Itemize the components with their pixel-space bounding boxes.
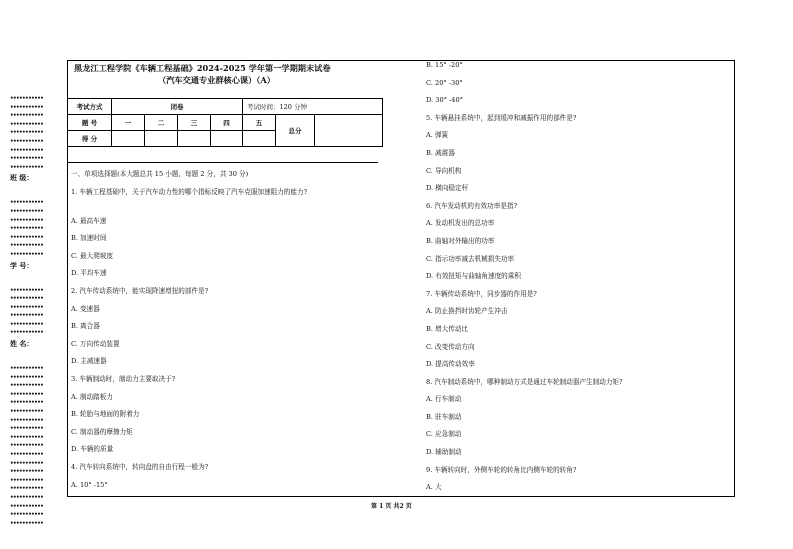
dotted-line: ••••••••••• xyxy=(10,137,44,145)
question-6-option-c: C. 指示功率减去机械损失功率 xyxy=(426,254,515,263)
question-9-stem: 9. 车辆转向时，外侧车轮的转角比内侧车轮的转角? xyxy=(426,465,577,474)
dotted-line: ••••••••••• xyxy=(10,250,44,258)
score-cell xyxy=(178,131,211,147)
dotted-line: ••••••••••• xyxy=(10,476,44,484)
student-id-label: 学 号： xyxy=(10,260,34,270)
score-table xyxy=(67,98,383,147)
question-1-stem: 1. 车辆工程基础中，关于汽车动力性的哪个指标反映了汽车克服加速阻力的能力? xyxy=(71,187,308,196)
dotted-line: ••••••••••• xyxy=(10,365,44,373)
section-heading: 一、单项选择题(本大题总共 15 小题，每题 2 分，共 30 分) xyxy=(71,170,249,178)
dots-group-name xyxy=(10,287,60,350)
question-7-stem: 7. 车辆传动系统中，同步器的作用是? xyxy=(426,289,537,298)
divider xyxy=(67,162,378,163)
section-col-2: 二 xyxy=(145,115,178,131)
dots-group-bottom xyxy=(10,365,60,528)
total-score-cell xyxy=(315,115,383,147)
question-5-option-d: D. 横向稳定杆 xyxy=(426,184,469,193)
dotted-line: ••••••••••• xyxy=(10,390,44,398)
section-col-1: 一 xyxy=(112,115,145,131)
dotted-line: ••••••••••• xyxy=(10,320,44,328)
question-8-option-c: C. 应急制动 xyxy=(426,430,462,439)
question-3-option-a: A. 制动踏板力 xyxy=(71,392,113,401)
question-number-row xyxy=(68,115,383,131)
question-2-stem: 2. 汽车传动系统中，能实现降速增扭的部件是? xyxy=(71,286,209,295)
question-1-option-a: A. 最高车速 xyxy=(71,216,107,225)
dotted-line: ••••••••••• xyxy=(10,485,44,493)
dotted-line: ••••••••••• xyxy=(10,459,44,467)
exam-subtitle: （汽车交通专业群核心课）（A） xyxy=(158,75,275,85)
dotted-line: ••••••••••• xyxy=(10,225,44,233)
name-label: 姓 名： xyxy=(10,339,34,349)
question-8-stem: 8. 汽车制动系统中，哪种制动方式是通过车轮制动器产生制动力矩? xyxy=(426,377,623,386)
question-5-option-a: A. 弹簧 xyxy=(426,131,449,140)
exam-info-row xyxy=(68,99,383,115)
score-cell xyxy=(145,131,178,147)
dotted-line: ••••••••••• xyxy=(10,493,44,501)
dotted-line: ••••••••••• xyxy=(10,242,44,250)
question-8-option-d: D. 辅助制动 xyxy=(426,448,462,457)
dotted-line: ••••••••••• xyxy=(10,425,44,433)
dotted-line: ••••••••••• xyxy=(10,382,44,390)
question-6-option-b: B. 曲轴对外输出的功率 xyxy=(426,236,495,245)
question-1-option-c: C. 最大爬坡度 xyxy=(71,251,113,260)
exam-mode-value: 闭卷 xyxy=(112,99,243,115)
exam-mode-label: 考试方式 xyxy=(68,99,112,115)
question-7-option-d: D. 提高传动效率 xyxy=(426,360,475,369)
dotted-line: ••••••••••• xyxy=(10,312,44,320)
question-2-option-a: A. 变速器 xyxy=(71,304,100,313)
score-cell xyxy=(112,131,145,147)
question-3-stem: 3. 车辆制动时，制动力主要取决于? xyxy=(71,374,176,383)
question-7-option-a: A. 防止换挡时齿轮产生冲击 xyxy=(426,307,508,316)
exam-time: 考试时间：120 分钟 xyxy=(243,99,383,115)
dotted-line: ••••••••••• xyxy=(10,442,44,450)
left-column xyxy=(71,168,377,496)
question-2-option-d: D. 主减速器 xyxy=(71,357,107,366)
dotted-line: ••••••••••• xyxy=(10,451,44,458)
dotted-line: ••••••••••• xyxy=(10,163,44,171)
dotted-line: ••••••••••• xyxy=(10,399,44,407)
score-cell xyxy=(211,131,243,147)
dotted-line: ••••••••••• xyxy=(10,155,44,163)
dotted-line: ••••••••••• xyxy=(10,120,44,128)
dotted-line: ••••••••••• xyxy=(10,303,44,311)
right-column xyxy=(426,59,726,499)
dots-group-student-id xyxy=(10,199,60,270)
question-9-option-a: A. 大 xyxy=(426,483,442,492)
dotted-line: ••••••••••• xyxy=(10,216,44,224)
section-col-3: 三 xyxy=(178,115,211,131)
question-3-option-b: B. 轮胎与地面的附着力 xyxy=(71,410,140,419)
dotted-line: ••••••••••• xyxy=(10,373,44,381)
score-label: 得 分 xyxy=(68,131,112,147)
dotted-line: ••••••••••• xyxy=(10,129,44,137)
dotted-line: ••••••••••• xyxy=(10,511,44,519)
question-8-option-a: A. 行车制动 xyxy=(426,395,462,404)
dotted-line: ••••••••••• xyxy=(10,329,44,337)
section-col-4: 四 xyxy=(211,115,243,131)
dotted-line: ••••••••••• xyxy=(10,295,44,303)
question-4-option-b: B. 15° -20° xyxy=(426,61,463,69)
question-1-option-b: B. 加速时间 xyxy=(71,234,107,243)
dotted-line: ••••••••••• xyxy=(10,233,44,241)
dotted-line: ••••••••••• xyxy=(10,146,44,154)
total-label: 总分 xyxy=(276,115,315,147)
dotted-line: ••••••••••• xyxy=(10,433,44,441)
question-5-option-c: C. 导向机构 xyxy=(426,166,462,175)
question-7-option-c: C. 改变传动方向 xyxy=(426,342,475,351)
exam-title: 黑龙江工程学院《车辆工程基础》2024-2025 学年第一学期期末试卷 xyxy=(74,63,331,73)
question-5-option-b: B. 减震器 xyxy=(426,148,455,157)
question-1-option-d: D. 平均车速 xyxy=(71,269,107,278)
question-7-option-b: B. 增大传动比 xyxy=(426,324,469,333)
dotted-line: ••••••••••• xyxy=(10,286,44,294)
question-4-stem: 4. 汽车转向系统中，转向盘的自由行程一般为? xyxy=(71,462,209,471)
question-4-option-d: D. 30° -40° xyxy=(426,96,463,105)
dotted-line: ••••••••••• xyxy=(10,207,44,215)
question-2-option-c: C. 万向传动装置 xyxy=(71,339,120,348)
question-2-option-b: B. 离合器 xyxy=(71,322,100,331)
page-indicator: 第 1 页 共2 页 xyxy=(371,503,412,510)
binding-margin xyxy=(10,95,60,528)
dotted-line: ••••••••••• xyxy=(10,519,44,527)
question-3-option-c: C. 制动器的摩擦力矩 xyxy=(71,427,133,436)
dotted-line: ••••••••••• xyxy=(10,408,44,416)
dotted-line: ••••••••••• xyxy=(10,468,44,476)
score-cell xyxy=(243,131,276,147)
dotted-line: ••••••••••• xyxy=(10,502,44,510)
question-3-option-d: D. 车辆的质量 xyxy=(71,445,114,454)
question-no-label: 题 号 xyxy=(68,115,112,131)
section-col-5: 五 xyxy=(243,115,276,131)
class-label: 班 级： xyxy=(10,173,34,183)
question-6-option-d: D. 有效扭矩与曲轴角速度的乘积 xyxy=(426,272,521,281)
dotted-line: ••••••••••• xyxy=(10,112,44,120)
question-6-stem: 6. 汽车发动机的有效功率是指? xyxy=(426,201,518,210)
dotted-line: ••••••••••• xyxy=(10,199,44,207)
question-8-option-b: B. 驻车制动 xyxy=(426,412,462,421)
dots-group-class xyxy=(10,95,60,183)
dotted-line: ••••••••••• xyxy=(10,95,44,102)
question-4-option-a: A. 10° -15° xyxy=(71,480,108,489)
question-4-option-c: C. 20° -30° xyxy=(426,78,463,87)
dotted-line: ••••••••••• xyxy=(10,416,44,424)
question-5-stem: 5. 车辆悬挂系统中，起到缓冲和减振作用的部件是? xyxy=(426,113,577,122)
question-6-option-a: A. 发动机发出的总功率 xyxy=(426,219,495,228)
dotted-line: ••••••••••• xyxy=(10,103,44,111)
